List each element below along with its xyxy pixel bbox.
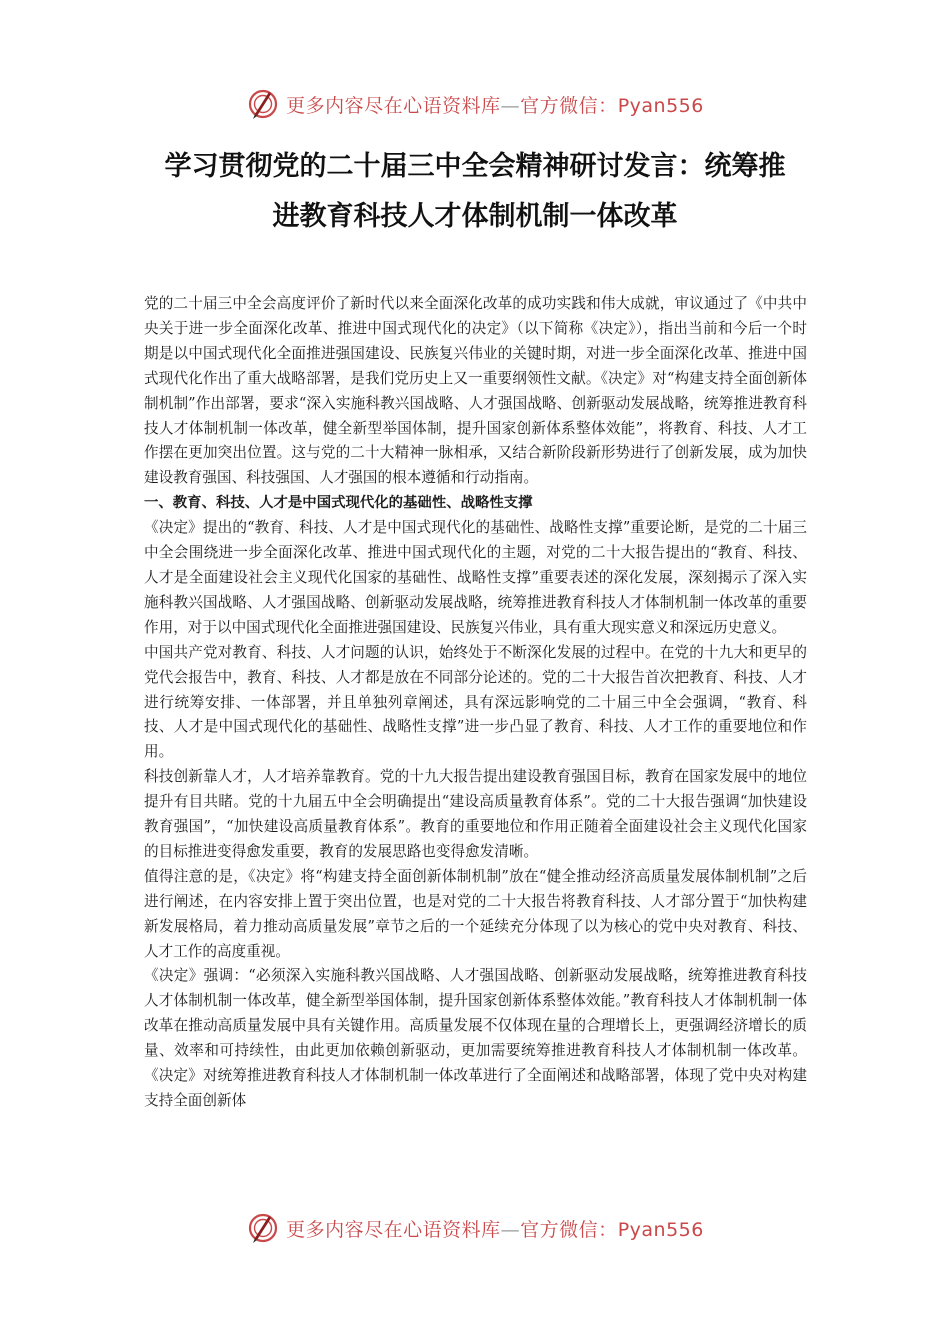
title-line-1: 学习贯彻党的二十届三中全会精神研讨发言：统筹推 — [164, 151, 786, 182]
document-body — [144, 292, 807, 1114]
paragraph-2: 中国共产党对教育、科技、人才问题的认识，始终处于不断深化发展的过程中。在党的十九大和更早的党代会报告中，教育、科技、人才都是放在不同部分论述的。党的二十大报告首次把教育、科技、人才进行统筹安排、一体部署，并且单独列章阐述，具有深远影响党的二十届三中全会强调，“教育、科技、人才是中国式现代化的基础性、战略性支撑”进一步凸显了教育、科技、人才工作的重要地位和作用。 — [144, 643, 807, 761]
paragraph-1: 《决定》提出的“教育、科技、人才是中国式现代化的基础性、战略性支撑”重要论断，是党的二十届三中全会围绕进一步全面深化改革、推进中国式现代化的主题，对党的二十大报告提出的“教育、科技、人才是全面建设社会主义现代化国家的基础性、战略性支撑”重要表述的深化发展，深刻揭示了深入实施科教兴国战略、人才强国战略、创新驱动发展战略，统筹推进教育科技人才体制机制一体改革的重要作用，对于以中国式现代化全面推进强国建设、民族复兴伟业，具有重大现实意义和深远历史意义。 — [144, 519, 807, 636]
intro-paragraph: 党的二十届三中全会高度评价了新时代以来全面深化改革的成功实践和伟大成就，审议通过了《中共中央关于进一步全面深化改革、推进中国式现代化的决定》（以下简称《决定》），指出当前和今后一个时期是以中国式现代化全面推进强国建设、民族复兴伟业的关键时期，对进一步全面深化改革、推进中国式现代化作出了重大战略部署，是我们党历史上又一重要纲领性文献。《决定》对“构建支持全面创新体制机制”作出部署，要求“深入实施科教兴国战略、人才强国战略、创新驱动发展战略，统筹推进教育科技人才体制机制一体改革，健全新型举国体制，提升国家创新体系整体效能”，将教育、科技、人才工作摆在更加突出位置。这与党的二十大精神一脉相承，又结合新阶段新形势进行了创新发展，成为加快建设教育强国、科技强国、人才强国的根本遵循和行动指南。 — [144, 295, 807, 487]
paragraph-3: 科技创新靠人才，人才培养靠教育。党的十九大报告提出建设教育强国目标，教育在国家发展中的地位提升有目共睹。党的十九届五中全会明确提出“建设高质量教育体系”。党的二十大报告强调“加快建设教育强国”，“加快建设高质量教育体系”。教育的重要地位和作用正随着全面建设社会主义现代化国家的目标推进变得愈发重要，教育的发展思路也变得愈发清晰。 — [144, 768, 807, 860]
watermark-text: 更多内容尽在心语资料库—官方微信：Pyan556 — [286, 1218, 704, 1241]
section-heading-1: 一、教育、科技、人才是中国式现代化的基础性、战略性支撑 — [144, 495, 533, 512]
document-title — [90, 142, 860, 242]
watermark-text: 更多内容尽在心语资料库—官方微信：Pyan556 — [286, 94, 704, 117]
paragraph-4: 值得注意的是，《决定》将“构建支持全面创新体制机制”放在“健全推动经济高质量发展体制机制”之后进行阐述，在内容安排上置于突出位置，也是对党的二十大报告将教育科技、人才部分置于“加快构建新发展格局，着力推动高质量发展”章节之后的一个延续充分体现了以为核心的党中央对教育、科技、人才工作的高度重视。 — [144, 867, 807, 960]
paragraph-5: 《决定》强调：“必须深入实施科教兴国战略、人才强国战略、创新驱动发展战略，统筹推进教育科技人才体制机制一体改革，健全新型举国体制，提升国家创新体系整体效能。”教育科技人才体制机制一体改革在推动高质量发展中具有关键作用。高质量发展不仅体现在量的合理增长上，更强调经济增长的质量、效率和可持续性，由此更加依赖创新驱动，更加需要统筹推进教育科技人才体制机制一体改革。《决定》对统筹推进教育科技人才体制机制一体改革进行了全面阐述和战略部署，体现了党中央对构建支持全面创新体 — [144, 967, 807, 1109]
title-line-2: 进教育科技人才体制机制一体改革 — [272, 201, 678, 232]
watermark-banner-top — [0, 84, 950, 124]
pen-logo-icon — [246, 87, 280, 121]
pen-logo-icon — [246, 1211, 280, 1245]
watermark-banner-bottom — [0, 1208, 950, 1248]
